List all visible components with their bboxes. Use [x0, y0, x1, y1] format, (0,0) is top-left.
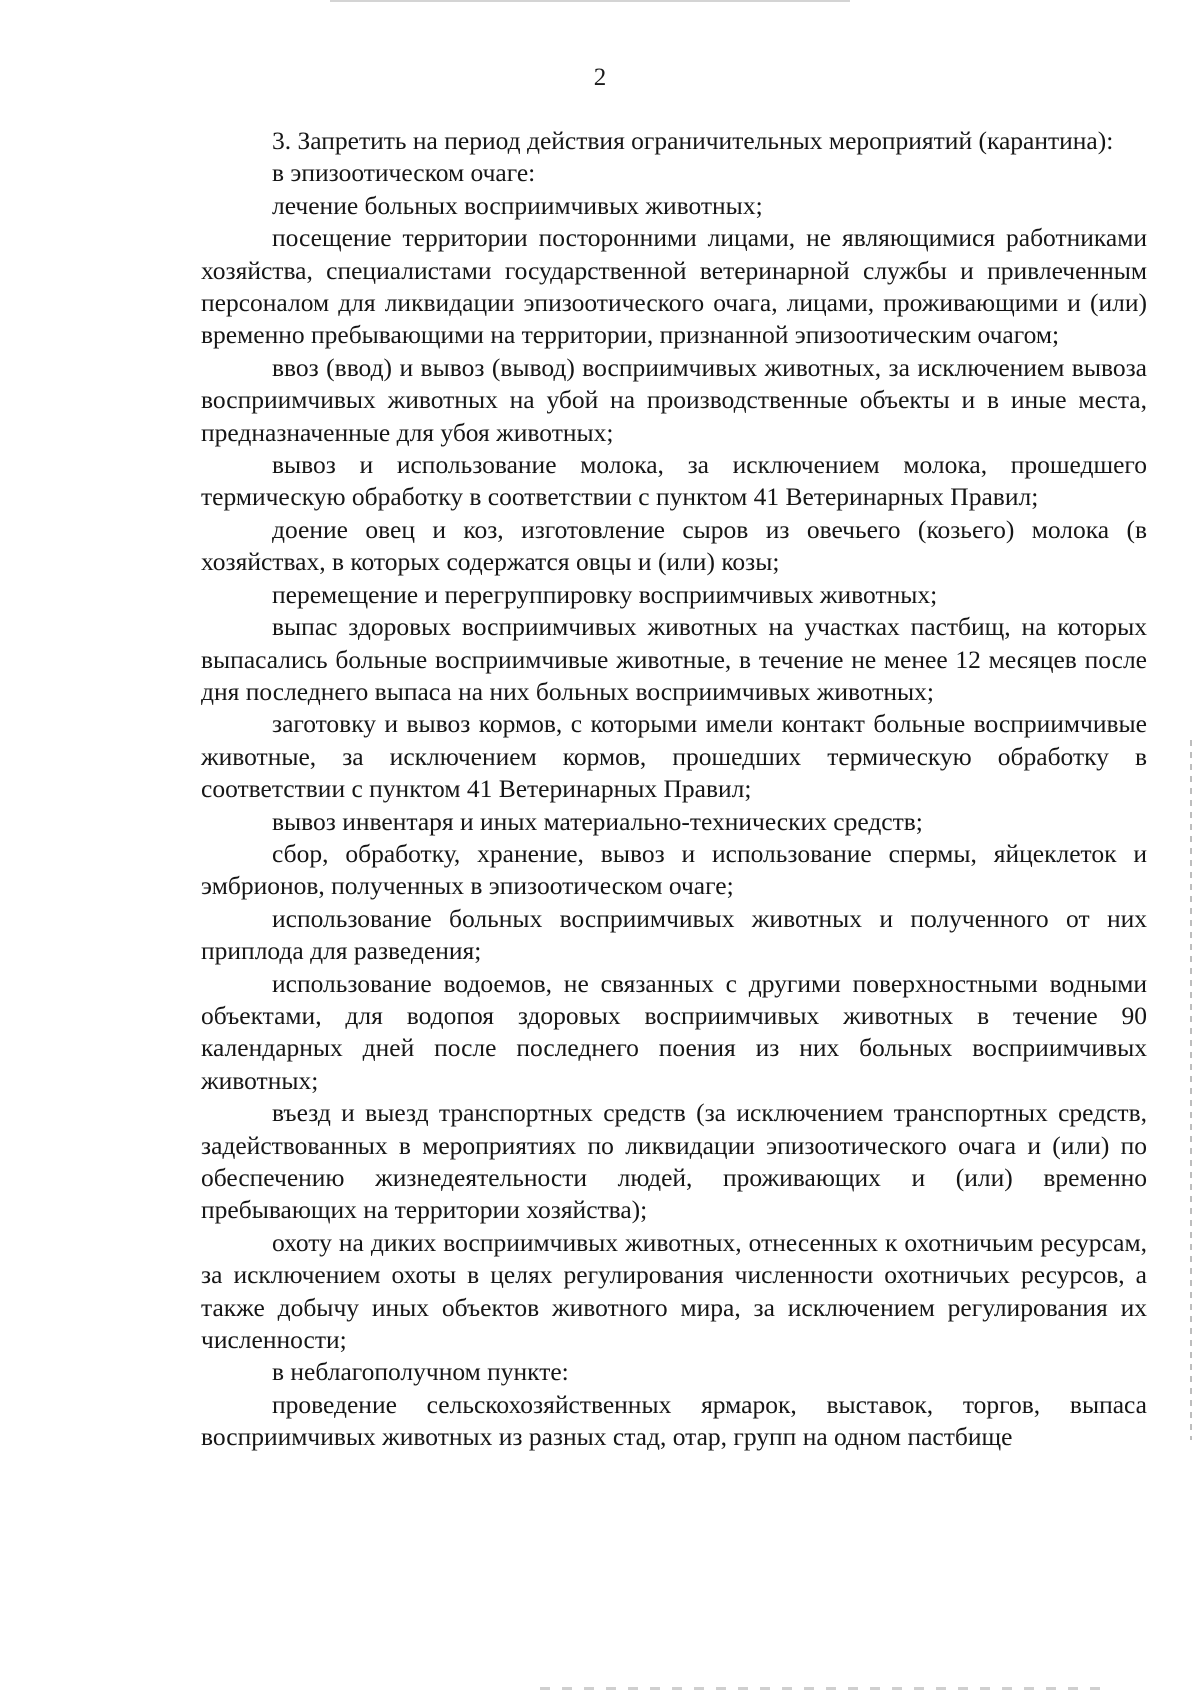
page-number: 2 [593, 64, 607, 91]
paragraph: доение овец и коз, изготовление сыров из овечьего (козьего) молока (в хозяйствах, в которых содержатся овцы и (или) козы; [201, 514, 1147, 577]
paragraph: заготовку и вывоз кормов, с которыми имели контакт больные восприимчивые животные, за исключением кормов, прошедших термическую обработку в соответствии с пунктом 41 Ветеринарных Правил; [201, 709, 1147, 804]
paragraph: ввоз (ввод) и вывоз (вывод) восприимчивых животных, за исключением вывоза восприимчивых животных на убой на производственные объекты и в иные места, предназначенные для убоя животных; [201, 352, 1147, 447]
paragraph: проведение сельскохозяйственных ярмарок, выставок, торгов, выпаса восприимчивых животных из разных стад, отар, групп на одном пастбище [201, 1389, 1147, 1452]
paragraph-subheading-episootic-focus: в эпизоотическом очаге: [272, 158, 536, 188]
paragraph: охоту на диких восприимчивых животных, отнесенных к охотничьим ресурсам, за исключением охоты в целях регулирования численности охотничьих ресурсов, а также добычу иных объектов животного мира, за исключением регулирования их численности; [201, 1227, 1147, 1355]
paragraph: использование водоемов, не связанных с другими поверхностными водными объектами, для водопоя здоровых восприимчивых животных в течение 90 календарных дней после последнего поения из них больных восприимчивых животных; [201, 968, 1147, 1095]
scan-edge-bottom [540, 1687, 1100, 1690]
paragraph: посещение территории посторонними лицами, не являющимися работниками хозяйства, специалистами государственной ветеринарной службы и привлеченным персоналом для ликвидации эпизоотического очага, лицами, проживающими и (или) временно пребывающими на территории, признанной эпизоотическим очагом; [201, 223, 1147, 350]
paragraph-subheading-affected-area: в неблагополучном пункте: [272, 1357, 569, 1387]
paragraph: въезд и выезд транспортных средств (за исключением транспортных средств, задействованных в мероприятиях по ликвидации эпизоотического очага и (или) по обеспечению жизнедеятельности людей, проживающих и (или) временно пребывающих на территории хозяйства); [201, 1098, 1147, 1225]
paragraph: сбор, обработку, хранение, вывоз и использование спермы, яйцеклеток и эмбрионов, полученных в эпизоотическом очаге; [201, 838, 1147, 901]
scan-edge-right [1190, 740, 1192, 1440]
paragraph: вывоз инвентаря и иных материально-технических средств; [272, 806, 923, 836]
document-body [201, 125, 1147, 1454]
paragraph-item-3-heading: 3. Запретить на период действия ограничительных мероприятий (карантина): [272, 126, 1114, 155]
paragraph: перемещение и перегруппировку восприимчивых животных; [272, 579, 938, 609]
paragraph: вывоз и использование молока, за исключением молока, прошедшего термическую обработку в соответствии с пунктом 41 Ветеринарных Правил; [201, 450, 1147, 512]
paragraph: использование больных восприимчивых животных и полученного от них приплода для разведения; [201, 903, 1147, 966]
paragraph: лечение больных восприимчивых животных; [272, 190, 763, 220]
scan-edge-top [330, 0, 850, 2]
paragraph: выпас здоровых восприимчивых животных на участках пастбищ, на которых выпасались больные восприимчивые животные, в течение не менее 12 месяцев после дня последнего выпаса на них больных восприимчивых животных; [201, 612, 1147, 706]
